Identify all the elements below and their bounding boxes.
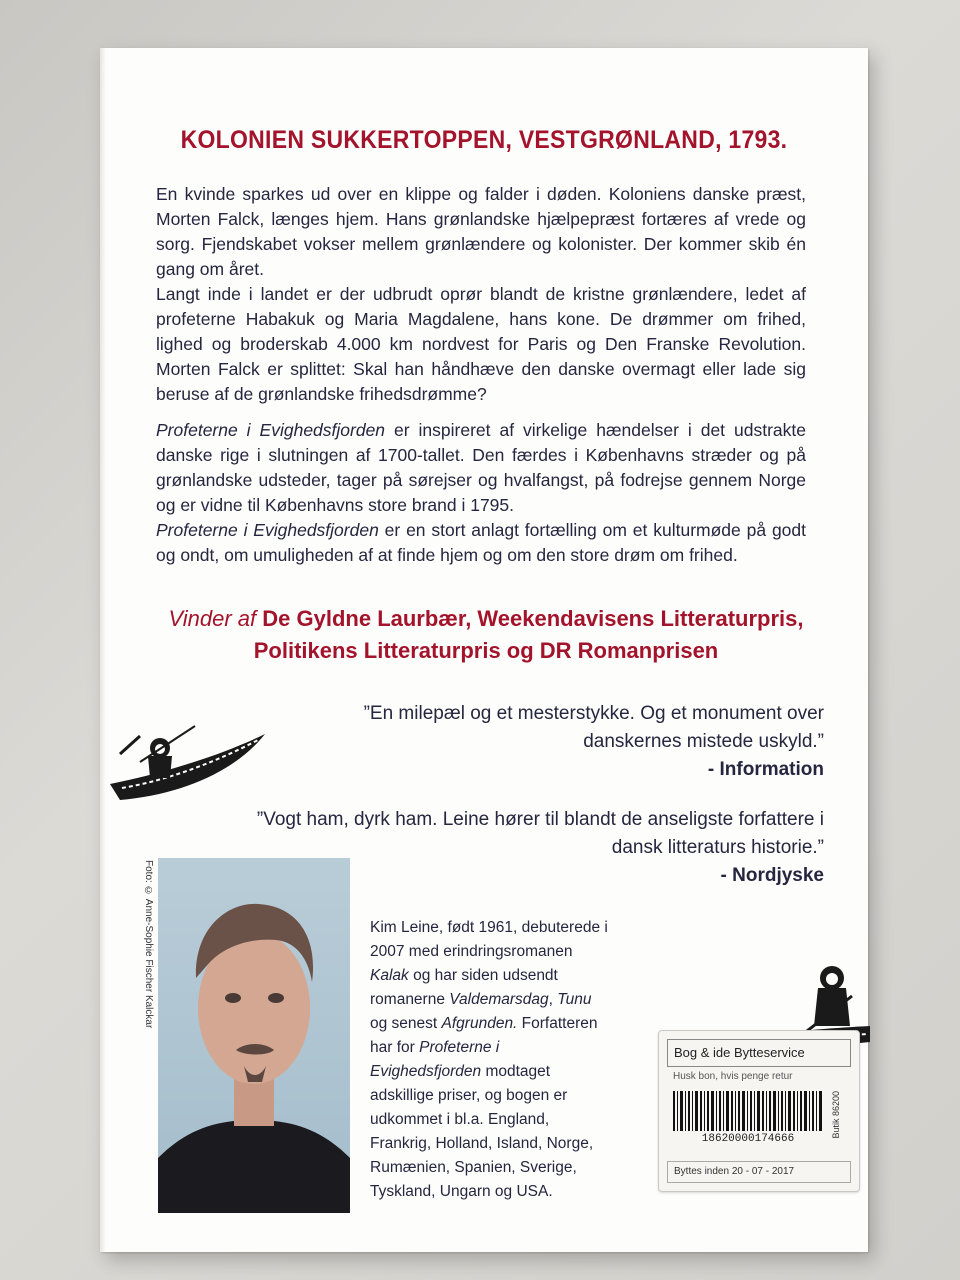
bio-text: og har siden udsendt romanerne (370, 967, 558, 1008)
cover-edge (100, 48, 106, 1252)
quote-text: ”En milepæl og et mesterstykke. Og et monument over danskernes mistede uskyld.” (363, 703, 824, 752)
exchange-sticker (658, 1030, 860, 1192)
award-line-2: Politikens Litteraturpris og DR Romanprisen (253, 638, 719, 663)
quote-source: - Nordjyske (720, 865, 824, 886)
synopsis-part-1: En kvinde sparkes ud over en klippe og falder i døden. Koloniens danske præst, Morten Falck, længes hjem. Hans grønlandske hjælpepræst fortæres af vrede og sorg. Fjendskabet vokser mellem grønlændere og kolonister. Der kommer skib én gang om året. (156, 184, 806, 279)
cover-heading: KOLONIEN SUKKERTOPPEN, VESTGRØNLAND, 1793. (180, 126, 788, 154)
book-title-italic: Profeterne i Evighedsfjorden (156, 420, 386, 440)
bio-text: modtaget adskillige priser, og bogen er udkommet i bl.a. England, Frankrig, Holland, Island, Norge, Rumænien, Spanien, Sverige, Tyskland, Ungarn og USA. (370, 1063, 594, 1200)
sticker-header: Bog & ide Bytteservice (667, 1039, 851, 1067)
kayak-illustration-left (100, 716, 270, 806)
context-part-2-text: er en stort anlagt fortælling om et kulturmøde på godt og ondt, om umuligheden af at finde hjem og om den store drøm om frihed. (156, 520, 806, 565)
award-statement (156, 603, 816, 667)
context-part-1 (156, 418, 806, 518)
sticker-shop-id: Butik 86200 (831, 1091, 841, 1139)
bio-text: Kim Leine, født 1961, debuterede i 2007 med erindringsromanen (370, 919, 608, 960)
context-paragraph (156, 418, 806, 568)
award-lead: Vinder af (168, 606, 257, 631)
award-line-1: De Gyldne Laurbær, Weekendavisens Litteraturpris, (256, 606, 804, 631)
quote-source: - Information (707, 759, 824, 780)
quote-text: ”Vogt ham, dyrk ham. Leine hører til blandt de anseligste forfattere i dansk litteraturs historie.” (256, 809, 824, 858)
barcode-number: 18620000174666 (701, 1133, 795, 1145)
bio-book-afgrunden: Afgrunden. (441, 1015, 518, 1032)
synopsis-paragraph (156, 182, 806, 407)
book-back-cover (100, 48, 868, 1252)
bio-text: Forfatteren har for (370, 1015, 598, 1056)
book-title-italic: Profeterne i Evighedsfjorden (156, 520, 379, 540)
sticker-note: Husk bon, hvis penge retur (673, 1071, 793, 1082)
bio-book-title: Profeterne i Evighedsfjorden (370, 1039, 500, 1080)
sticker-exchange-date: Byttes inden 20 - 07 - 2017 (667, 1161, 851, 1183)
context-part-1-text: er inspireret af virkelige hændelser i det udstrakte danske rige i slutningen af 1700-tallet. Den færdes i Københavns stræder og på grønlandske udsteder, tager på sørejser og hvalfangst, på fodrejse gennem Norge og er vidne til Københavns store brand i 1795. (156, 420, 806, 515)
bio-book-kalak: Kalak (370, 967, 409, 984)
context-part-2 (156, 518, 806, 568)
barcode-icon (673, 1091, 823, 1131)
synopsis-part-2: Langt inde i landet er der udbrudt oprør blandt de kristne grønlændere, ledet af profeterne Habakuk og Maria Magdalene, hans kone. De drømmer om frihed, lighed og broderskab 4.000 km nordvest for Paris og Den Franske Revolution. Morten Falck er splittet: Skal han håndhæve den danske overmagt eller lade sig beruse af de grønlandske frihedsdrømme? (156, 284, 806, 404)
bio-text: , (548, 991, 558, 1008)
author-photo (158, 858, 350, 1213)
bio-text: og senest (370, 1015, 442, 1032)
author-bio (370, 916, 610, 1204)
bio-book-valdemarsdag: Valdemarsdag (449, 991, 549, 1008)
photo-credit: Foto: © Anne-Sophie Fischer Kalckar (143, 860, 154, 1029)
bio-book-tunu: Tunu (557, 991, 592, 1008)
author-portrait-drawing (158, 858, 350, 1213)
review-quote-information (284, 700, 824, 784)
